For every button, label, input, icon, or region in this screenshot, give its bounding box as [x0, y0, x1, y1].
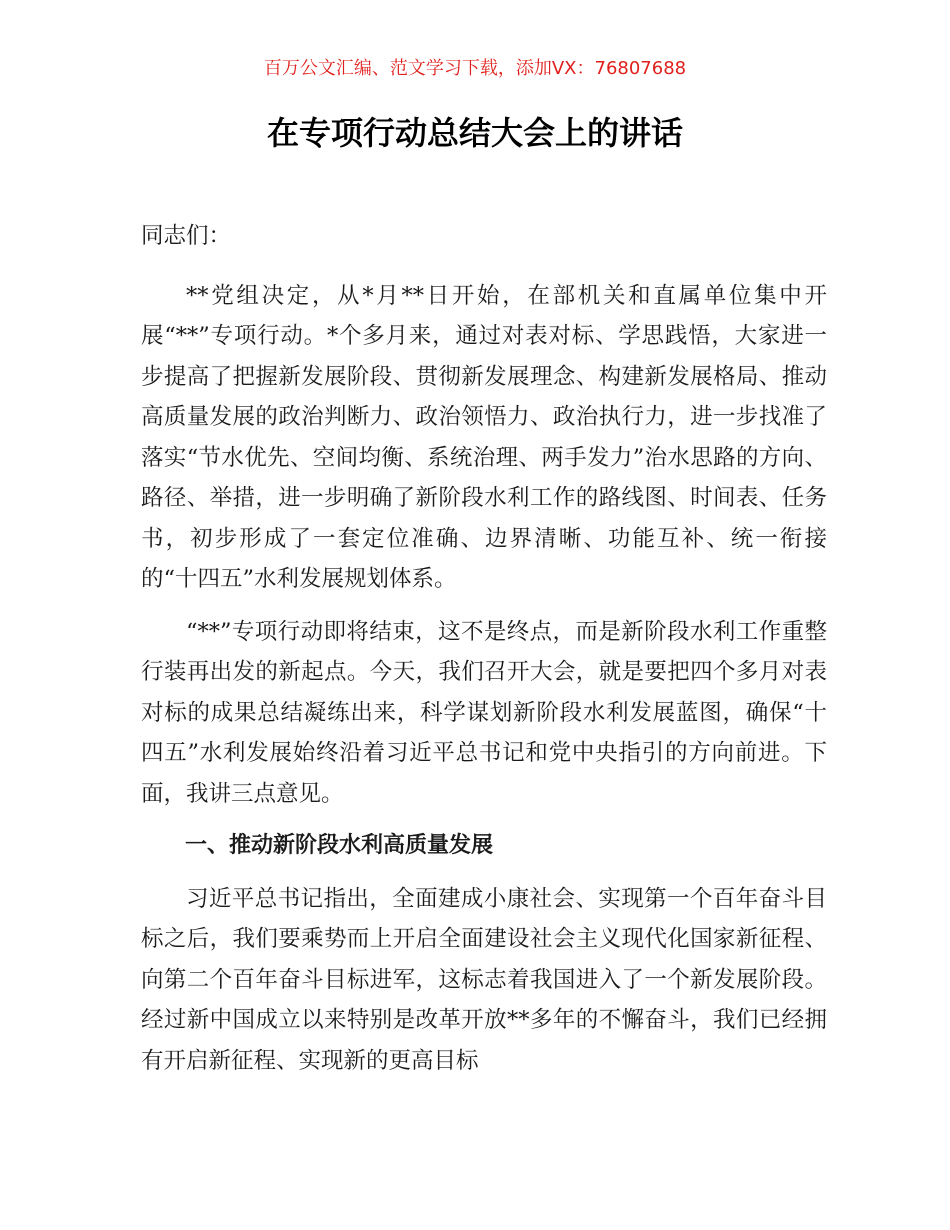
document-title: 在专项行动总结大会上的讲话	[266, 114, 683, 152]
section-heading-1: 一、推动新阶段水利高质量发展	[185, 833, 494, 858]
document-body	[141, 216, 827, 1093]
paragraph-2: “**”专项行动即将结束，这不是终点，而是新阶段水利工作重整行装再出发的新起点。今天，我们召开大会，就是要把四个多月对表对标的成果总结凝练出来，科学谋划新阶段水利发展蓝图，确保“十四五”水利发展始终沿着习近平总书记和党中央指引的方向前进。下面，我讲三点意见。	[141, 618, 827, 807]
section-1-paragraph: 习近平总书记指出，全面建成小康社会、实现第一个百年奋斗目标之后，我们要乘势而上开启全面建设社会主义现代化国家新征程、向第二个百年奋斗目标进军，这标志着我国进入了一个新发展阶段。经过新中国成立以来特别是改革开放**多年的不懈奋斗，我们已经拥有开启新征程、实现新的更高目标	[141, 885, 827, 1074]
header-promo-note: 百万公文汇编、范文学习下载，添加VX：76807688	[263, 58, 687, 79]
paragraph-1: **党组决定，从*月**日开始，在部机关和直属单位集中开展“**”专项行动。*个多月来，通过对表对标、学思践悟，大家进一步提高了把握新发展阶段、贯彻新发展理念、构建新发展格局、推动高质量发展的政治判断力、政治领悟力、政治执行力，进一步找准了落实“节水优先、空间均衡、系统治理、两手发力”治水思路的方向、路径、举措，进一步明确了新阶段水利工作的路线图、时间表、任务书，初步形成了一套定位准确、边界清晰、功能互补、统一衔接的“十四五”水利发展规划体系。	[141, 282, 827, 592]
salutation: 同志们：	[141, 223, 232, 249]
